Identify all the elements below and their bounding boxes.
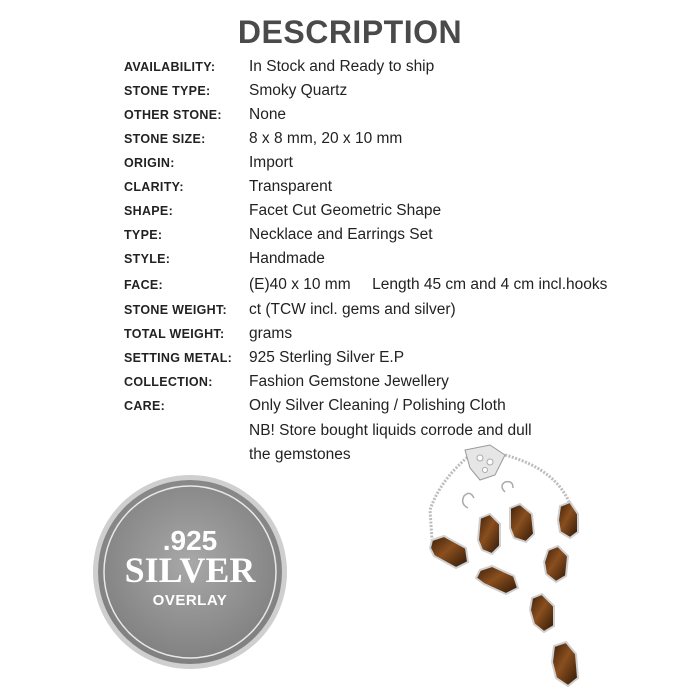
spec-value: 8 x 8 mm, 20 x 10 mm <box>249 130 403 147</box>
spec-label: TOTAL WEIGHT: <box>124 327 225 341</box>
spec-value: None <box>249 106 287 123</box>
smoky-quartz-stones <box>430 502 578 686</box>
earring-hook-left <box>463 493 474 508</box>
spec-label: AVAILABILITY: <box>124 60 216 74</box>
clasp-ornament <box>465 445 505 480</box>
spec-value: (E)40 x 10 mm Length 45 cm and 4 cm incl.hooks <box>249 276 608 293</box>
care-note-line: the gemstones <box>249 446 351 463</box>
necklace-chain-right <box>505 455 572 510</box>
spec-row <box>124 349 404 373</box>
spec-label: STONE WEIGHT: <box>124 303 227 317</box>
spec-value: Transparent <box>249 178 332 195</box>
spec-label: TYPE: <box>124 228 163 242</box>
spec-row <box>124 130 402 154</box>
spec-row <box>124 178 332 202</box>
spec-label: ORIGIN: <box>124 156 175 170</box>
spec-value: Facet Cut Geometric Shape <box>249 202 442 219</box>
spec-label: OTHER STONE: <box>124 108 222 122</box>
spec-value: grams <box>249 325 293 342</box>
spec-value: Smoky Quartz <box>249 82 348 99</box>
spec-row <box>124 325 292 349</box>
spec-label: SETTING METAL: <box>124 351 233 365</box>
spec-row <box>124 301 456 325</box>
page-title: DESCRIPTION <box>237 14 463 50</box>
spec-label: COLLECTION: <box>124 375 213 389</box>
spec-row <box>124 154 293 178</box>
spec-label: STYLE: <box>124 252 171 266</box>
spec-row <box>124 82 347 106</box>
spec-row <box>124 373 449 397</box>
spec-label: CLARITY: <box>124 180 184 194</box>
spec-row <box>124 226 433 250</box>
badge-line-overlay: OVERLAY <box>152 592 228 609</box>
spec-value: Fashion Gemstone Jewellery <box>249 373 449 390</box>
spec-label: FACE: <box>124 278 163 292</box>
spec-label: CARE: <box>124 399 166 413</box>
badge-line-silver: SILVER <box>124 550 256 590</box>
care-note-line: NB! Store bought liquids corrode and dull <box>249 422 532 439</box>
spec-value: Import <box>249 154 293 171</box>
spec-value: In Stock and Ready to ship <box>249 58 435 75</box>
silver-overlay-badge <box>90 472 290 672</box>
spec-row <box>124 202 441 226</box>
spec-row <box>124 250 325 274</box>
necklace-earrings-photo <box>410 440 610 690</box>
spec-row <box>124 276 607 300</box>
spec-value: Handmade <box>249 250 325 267</box>
earring-hook-right <box>502 482 513 492</box>
spec-row <box>124 397 506 421</box>
spec-row <box>124 106 286 130</box>
spec-value: Necklace and Earrings Set <box>249 226 433 243</box>
badge-line-925: .925 <box>162 525 218 556</box>
spec-value: Only Silver Cleaning / Polishing Cloth <box>249 397 506 414</box>
spec-label: STONE SIZE: <box>124 132 206 146</box>
spec-value: 925 Sterling Silver E.P <box>249 349 405 366</box>
spec-label: STONE TYPE: <box>124 84 211 98</box>
spec-row <box>124 58 434 82</box>
spec-value: ct (TCW incl. gems and silver) <box>249 301 456 318</box>
spec-label: SHAPE: <box>124 204 174 218</box>
